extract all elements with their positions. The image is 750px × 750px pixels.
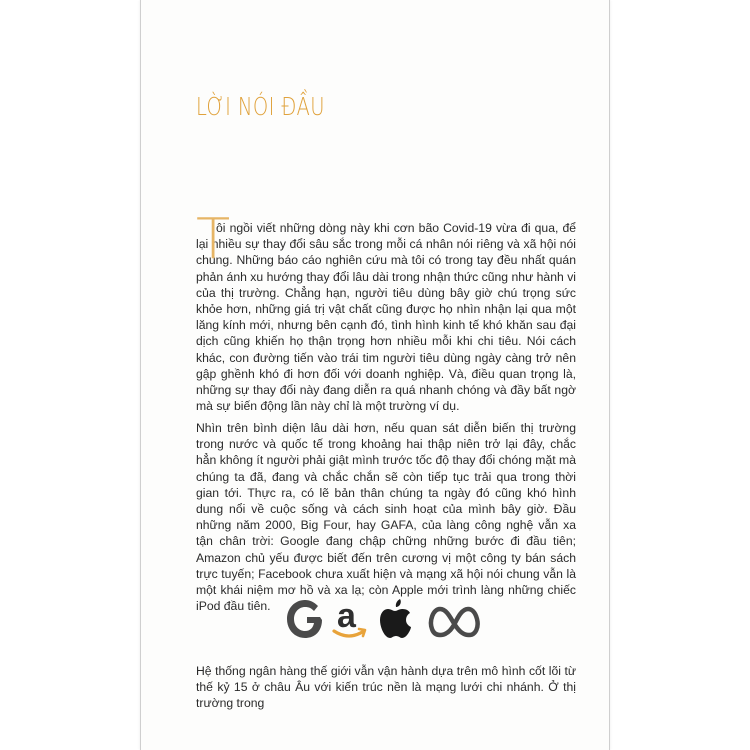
svg-text:a: a bbox=[337, 597, 356, 635]
paragraph-3: Hệ thống ngân hàng thế giới vẫn vận hành dựa trên mô hình cốt lõi từ thế kỷ 15 ở châu Âu với kiến trúc nền là mạng lưới chi nhánh. Ở thị trường trong bbox=[196, 664, 576, 711]
chapter-heading: LỜI NÓI ĐẦU bbox=[196, 92, 325, 121]
paragraph-2: Nhìn trên bình diện lâu dài hơn, nếu quan sát diễn biến thị trường trong nước và quốc tế trong khoảng hai thập niên trở lại đây, chắc hẳn không ít người phải giật mình trước tốc độ thay đổi chóng mặt mà chúng ta đã, đang và chắc chắn sẽ còn tiếp tục trải qua trong thời gian tới. Thực ra, có lẽ bản thân chúng ta ngày đó cũng khó hình dung nổi về cuộc sống và cách sinh hoạt của mình bây giờ. Đầu những năm 2000, Big Four, hay GAFA, của làng công nghệ vẫn xa tận chân trời: Google đang chập chững những bước đi đầu tiên; Amazon chủ yếu được biết đến trên cương vị một công ty bán sách trực tuyến; Facebook chưa xuất hiện và mạng xã hội nói chung vẫn là một khái niệm mơ hồ và xa lạ; còn Apple mới trình làng những chiếc iPod đầu tiên. bbox=[196, 421, 576, 614]
drop-cap: T bbox=[196, 207, 231, 272]
paragraph-1-text: ôi ngồi viết những dòng này khi cơn bão Covid-19 vừa đi qua, để lại nhiều sự thay đổi sâu sắc trong mỗi cá nhân nói riêng và xã hội nói chung. Những báo cáo nghiên cứu mà tôi có trong tay đều nhất quán phản ánh xu hướng thay đổi lâu dài trong nhận thức cũng như hành vi của thị trường. Chẳng hạn, người tiêu dùng bây giờ chú trọng sức khỏe hơn, những giá trị vật chất cũng được họ nhìn nhận lại qua một lăng kính mới, nhưng bên cạnh đó, tình hình kinh tế khó khăn sau đại dịch cũng khiến họ thận trọng hơn nhiều mỗi khi chi tiêu. Nói cách khác, con đường tiến vào trái tim người tiêu dùng ngày càng trở nên gập ghềnh khó đi hơn đối với doanh nghiệp. Và, điều quan trọng là, những sự thay đổi này đang diễn ra quá nhanh chóng và đầy bất ngờ mà sự biến động lần này chỉ là một trường ví dụ. bbox=[196, 221, 576, 414]
paragraph-1 bbox=[196, 207, 576, 414]
book-page bbox=[140, 0, 610, 750]
company-logos bbox=[286, 597, 486, 647]
google-logo bbox=[286, 597, 326, 641]
amazon-logo bbox=[331, 597, 369, 643]
apple-logo bbox=[378, 597, 414, 641]
meta-logo bbox=[426, 597, 484, 641]
